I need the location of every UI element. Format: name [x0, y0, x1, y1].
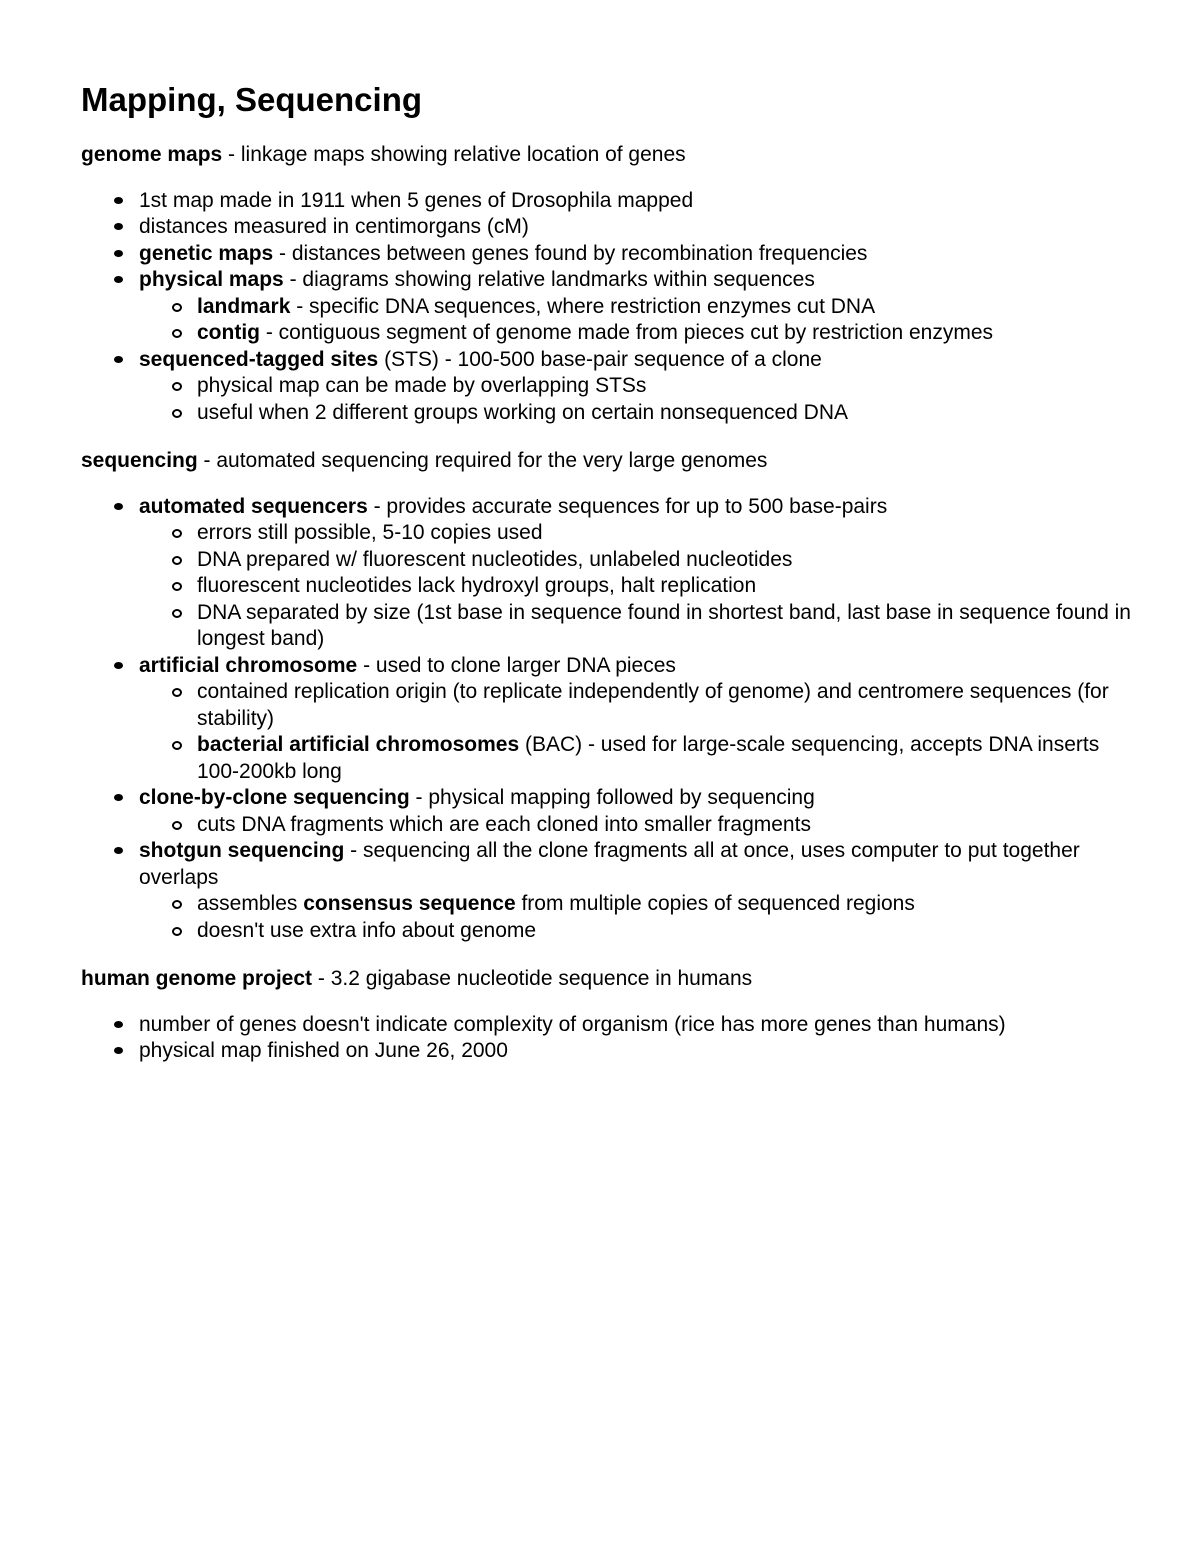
item-desc: - sequencing all the clone fragments all at once, uses computer to put together overlaps	[139, 839, 1080, 889]
sub-list	[139, 812, 1141, 839]
sub-list-item	[197, 812, 1141, 839]
item-term: automated sequencers	[139, 494, 368, 518]
item-term: artificial chromosome	[139, 653, 358, 677]
item-text: DNA separated by size (1st base in sequence found in shortest band, last base in sequence found in longest band)	[197, 600, 1131, 650]
item-text: doesn't use extra info about genome	[197, 918, 537, 942]
sub-list	[139, 891, 1141, 944]
sub-list-item	[197, 520, 1141, 547]
sub-list	[139, 679, 1141, 785]
item-text: fluorescent nucleotides lack hydroxyl groups, halt replication	[197, 574, 757, 597]
list-item	[139, 1038, 1141, 1065]
page-title: Mapping, Sequencing	[81, 81, 423, 118]
item-term: consensus sequence	[303, 892, 516, 915]
sub-list-item	[197, 320, 1141, 347]
item-term: sequenced-tagged sites	[139, 347, 379, 371]
item-term: genetic maps	[139, 241, 274, 265]
section-term: human genome project	[81, 967, 313, 990]
sub-list-item	[197, 400, 1141, 427]
sub-list-item	[197, 732, 1141, 785]
item-text: number of genes doesn't indicate complexity of organism (rice has more genes than humans)	[139, 1012, 1006, 1036]
item-text: DNA prepared w/ fluorescent nucleotides, unlabeled nucleotides	[197, 547, 793, 571]
item-desc: - provides accurate sequences for up to 500 base-pairs	[367, 494, 888, 518]
list-item	[139, 653, 1141, 786]
item-text: 1st map made in 1911 when 5 genes of Drosophila mapped	[139, 188, 694, 212]
sub-list-item	[197, 373, 1141, 400]
section-heading-human-genome-project	[81, 966, 1141, 993]
sub-list-item	[197, 573, 1141, 600]
section-desc: - linkage maps showing relative location of genes	[222, 143, 686, 166]
sub-list-item	[197, 600, 1141, 653]
item-text: cuts DNA fragments which are each cloned into smaller fragments	[197, 812, 811, 836]
human-genome-project-list	[81, 1012, 1141, 1065]
section-desc: - automated sequencing required for the very large genomes	[197, 449, 768, 472]
list-item	[139, 267, 1141, 347]
item-desc: - specific DNA sequences, where restriction enzymes cut DNA	[290, 294, 876, 318]
item-text: physical map finished on June 26, 2000	[139, 1039, 508, 1062]
section-term: genome maps	[81, 143, 223, 166]
sub-list	[139, 373, 1141, 426]
list-item	[139, 838, 1141, 944]
sub-list	[139, 294, 1141, 347]
genome-maps-list	[81, 188, 1141, 427]
sequencing-list	[81, 494, 1141, 945]
list-item	[139, 241, 1141, 268]
section-heading-genome-maps	[81, 142, 1141, 169]
item-term: bacterial artificial chromosomes	[197, 733, 520, 756]
sub-list-item	[197, 547, 1141, 574]
list-item	[139, 1012, 1141, 1039]
list-item	[139, 785, 1141, 838]
item-desc: - distances between genes found by recombination frequencies	[273, 241, 868, 265]
document-page	[81, 78, 1141, 1087]
item-text: useful when 2 different groups working on certain nonsequenced DNA	[197, 400, 849, 424]
item-term: contig	[197, 321, 260, 344]
section-desc: - 3.2 gigabase nucleotide sequence in humans	[312, 967, 753, 990]
item-desc: - contiguous segment of genome made from pieces cut by restriction enzymes	[260, 321, 994, 344]
sub-list-item	[197, 294, 1141, 321]
item-desc: from multiple copies of sequenced regions	[515, 892, 915, 915]
item-term: physical maps	[139, 268, 284, 291]
item-desc: - diagrams showing relative landmarks within sequences	[283, 268, 815, 291]
sub-list-item	[197, 891, 1141, 918]
item-text: physical map can be made by overlapping STSs	[197, 374, 647, 397]
list-item	[139, 188, 1141, 215]
sub-list	[139, 520, 1141, 653]
item-text: contained replication origin (to replicate independently of genome) and centromere sequences (for stability)	[197, 680, 1109, 730]
list-item	[139, 494, 1141, 653]
list-item	[139, 347, 1141, 427]
item-desc: (BAC) - used for large-scale sequencing, accepts DNA inserts 100-200kb long	[197, 733, 1100, 783]
section-term: sequencing	[81, 449, 198, 472]
item-text: distances measured in centimorgans (cM)	[139, 215, 529, 238]
sub-list-item	[197, 918, 1141, 945]
item-desc: - physical mapping followed by sequencing	[409, 786, 815, 809]
item-term: clone-by-clone sequencing	[139, 786, 410, 809]
item-text: errors still possible, 5-10 copies used	[197, 521, 543, 544]
item-desc: - used to clone larger DNA pieces	[357, 653, 676, 677]
item-term: landmark	[197, 294, 291, 318]
item-prefix: assembles	[197, 892, 304, 915]
section-heading-sequencing	[81, 448, 1141, 475]
item-term: shotgun sequencing	[139, 839, 345, 862]
item-desc: (STS) - 100-500 base-pair sequence of a clone	[378, 347, 822, 371]
list-item	[139, 214, 1141, 241]
sub-list-item	[197, 679, 1141, 732]
